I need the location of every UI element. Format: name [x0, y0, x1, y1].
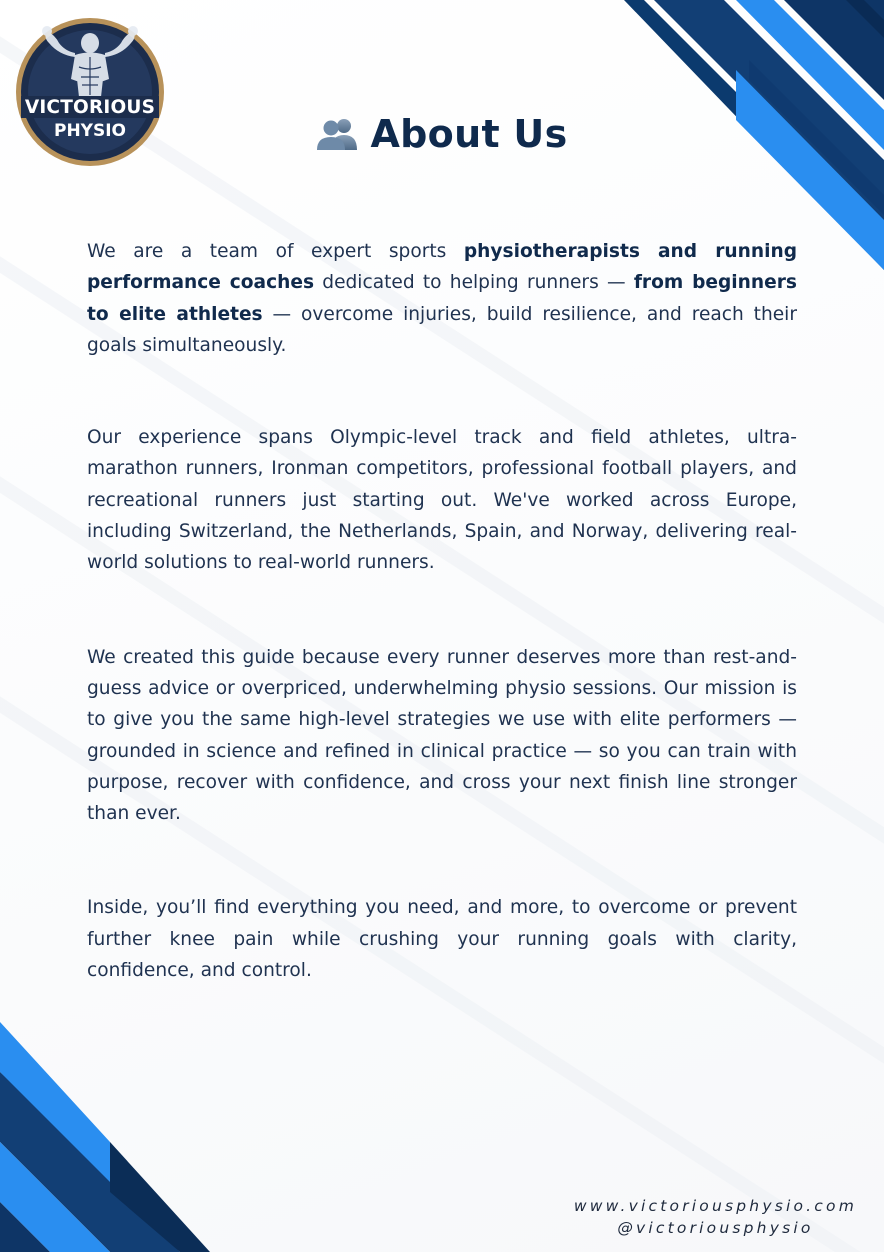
website-link[interactable]: www.victoriousphysio.com: [573, 1197, 857, 1215]
logo-line-1: VICTORIOUS: [24, 97, 156, 118]
paragraph-4-text: Inside, you’ll find everything you need, and more, to overcome or prevent further knee pain while crushing your running goals with clarity, confidence, and control.: [87, 897, 797, 982]
paragraph-experience: [87, 422, 797, 578]
paragraph-2-text: Our experience spans Olympic-level track and field athletes, ultra-marathon runners, Ironman competitors, professional football players, and recreational runners just starting out. We've worked across Europe, including Switzerland, the Netherlands, Spain, and Norway, delivering real-world solutions to real-world runners.: [87, 427, 797, 574]
paragraph-1-bold-2: from beginners to elite athletes: [87, 272, 797, 325]
paragraph-intro: [87, 236, 797, 361]
title-row: [0, 112, 884, 156]
page-title-text: About Us: [370, 112, 568, 156]
paragraph-1-text-2: dedicated to helping runners —: [314, 272, 634, 294]
paragraph-1-text-1: We are a team of expert sports: [87, 241, 464, 262]
paragraph-3-text: We created this guide because every runner deserves more than rest-and-guess advice or overpriced, underwhelming physio sessions. Our mission is to give you the same high-level strategies we use with elite performers — grounded in science and refined in clinical practice — so you can train with purpose, recover with confidence, and cross your next finish line stronger than ever.: [87, 646, 797, 825]
about-content: [87, 236, 797, 986]
paragraph-1-text-3: — overcome injuries, build resilience, and reach their goals simultaneously.: [87, 303, 797, 356]
bottom-left-corner-decoration: [0, 1022, 210, 1252]
logo-line-2: PHYSIO: [53, 121, 127, 141]
paragraph-1-bold-1: physiotherapists and running performance coaches: [87, 241, 798, 294]
paragraph-inside: [87, 892, 797, 986]
busts-in-silhouette-icon: [316, 117, 360, 151]
paragraph-mission: [87, 642, 797, 830]
footer: [574, 1195, 857, 1239]
social-handle[interactable]: @victoriousphysio: [617, 1219, 814, 1237]
page-title: [316, 112, 567, 156]
